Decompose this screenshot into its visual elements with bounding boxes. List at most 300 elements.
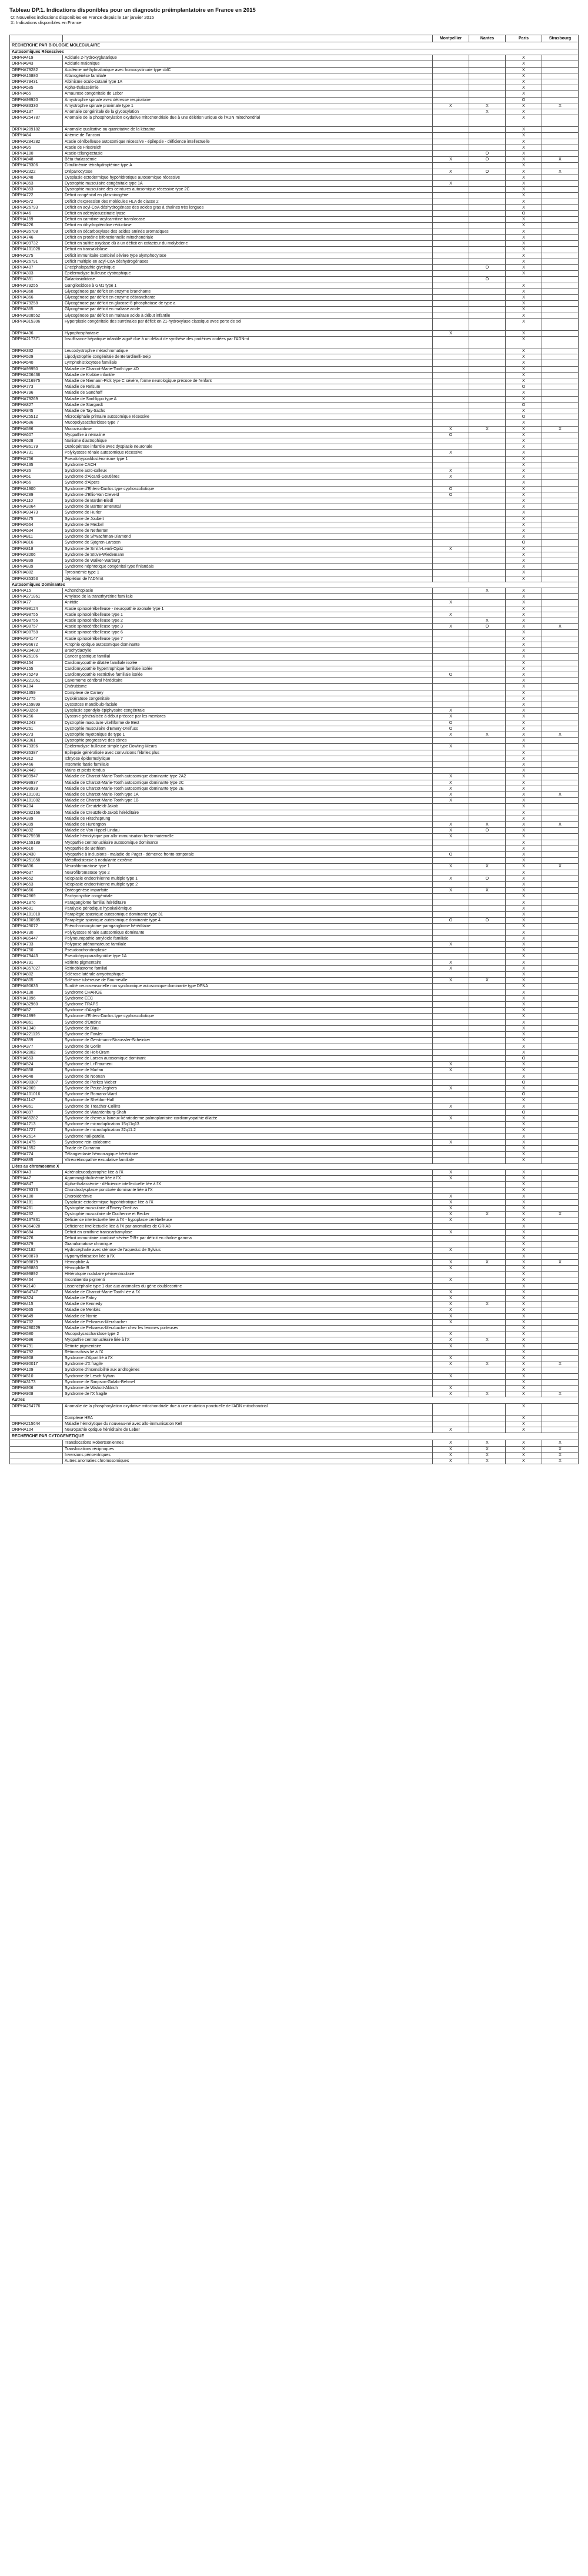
paris-cell: X <box>506 1421 542 1427</box>
montpellier-cell <box>433 576 469 582</box>
paris-cell: O <box>506 211 542 217</box>
orpha-code-cell: ORPHA1727 <box>10 1128 63 1133</box>
indication-name-cell: Ostéogénèse imparfaite <box>63 888 433 894</box>
strasbourg-cell <box>542 217 579 223</box>
paris-cell: X <box>506 486 542 492</box>
table-row <box>10 1062 579 1068</box>
nantes-cell <box>469 1229 506 1235</box>
indication-name-cell: Syndrome de Hurler <box>63 510 433 516</box>
section-title: RECHERCHE PAR BIOLOGIE MOLECULAIRE <box>10 42 579 49</box>
table-row <box>10 1199 579 1205</box>
nantes-cell: O <box>469 918 506 924</box>
orpha-code-cell: ORPHA1552 <box>10 1145 63 1151</box>
nantes-cell: X <box>469 1259 506 1265</box>
orpha-code-cell: ORPHA77 <box>10 600 63 606</box>
montpellier-cell <box>433 1367 469 1373</box>
strasbourg-cell <box>542 588 579 594</box>
indication-name-cell: Rétinoblastome familial <box>63 965 433 971</box>
paris-cell: X <box>506 1236 542 1242</box>
orpha-code-cell: ORPHA1899 <box>10 1014 63 1019</box>
table-row <box>10 612 579 618</box>
strasbourg-cell <box>542 1296 579 1302</box>
strasbourg-cell <box>542 253 579 259</box>
paris-cell: X <box>506 1205 542 1211</box>
table-row <box>10 234 579 240</box>
table-row <box>10 642 579 648</box>
strasbourg-cell <box>542 55 579 61</box>
paris-cell: X <box>506 1259 542 1265</box>
paris-cell: X <box>506 1296 542 1302</box>
montpellier-cell <box>433 522 469 528</box>
orpha-code-cell: ORPHA811 <box>10 534 63 540</box>
strasbourg-cell <box>542 576 579 582</box>
orpha-code-cell: ORPHA756 <box>10 456 63 462</box>
paris-cell: X <box>506 247 542 253</box>
table-row <box>10 1002 579 1008</box>
nantes-cell <box>469 97 506 103</box>
subsection-title: Autosomiques Récessives <box>10 49 579 55</box>
montpellier-cell <box>433 948 469 954</box>
nantes-cell <box>469 1115 506 1121</box>
indication-name-cell: Mucopolysaccharidose type 2 <box>63 1331 433 1337</box>
strasbourg-cell <box>542 1386 579 1391</box>
indication-name-cell: Maladie de Krabbe infantile <box>63 372 433 378</box>
table-row <box>10 546 579 552</box>
montpellier-cell <box>433 187 469 193</box>
montpellier-cell <box>433 313 469 318</box>
montpellier-cell <box>433 1223 469 1229</box>
indication-name-cell: Anémie de Fanconi <box>63 133 433 139</box>
paris-cell: X <box>506 594 542 600</box>
orpha-code-cell: ORPHA98758 <box>10 630 63 636</box>
indication-name-cell: Syndrome de Simpson-Golabi-Behmel <box>63 1379 433 1385</box>
orpha-code-cell: ORPHA2430 <box>10 852 63 858</box>
nantes-cell: O <box>469 828 506 834</box>
table-row <box>10 480 579 486</box>
nantes-cell <box>469 1349 506 1355</box>
indication-name-cell: Maladie de Tay-Sachs <box>63 408 433 414</box>
montpellier-cell <box>433 264 469 270</box>
orpha-code-cell: ORPHA101082 <box>10 798 63 804</box>
header-montpellier: Montpellier <box>433 35 469 42</box>
nantes-cell <box>469 456 506 462</box>
nantes-cell: O <box>469 169 506 175</box>
montpellier-cell: X <box>433 612 469 618</box>
nantes-cell <box>469 1319 506 1325</box>
indication-name-cell: Syndrome de Gorlin <box>63 1044 433 1049</box>
table-row <box>10 791 579 797</box>
indication-name-cell: Syndrome CACH <box>63 462 433 468</box>
indication-name-cell: Maladie de Pelizaeus-Merzbacher <box>63 1319 433 1325</box>
table-row <box>10 516 579 522</box>
nantes-cell <box>469 1236 506 1242</box>
table-row <box>10 821 579 827</box>
table-row <box>10 414 579 420</box>
orpha-code-cell: ORPHA908 <box>10 1356 63 1361</box>
indication-name-cell: Alfanogénèse familiale <box>63 73 433 79</box>
table-row <box>10 396 579 402</box>
indication-name-cell: Syndrome d'Ellis-Van Creveld <box>63 492 433 498</box>
indication-name-cell: Dysplasie spondylo-épiphysaire congénitale <box>63 708 433 714</box>
orpha-code-cell: ORPHA666 <box>10 888 63 894</box>
nantes-cell <box>469 786 506 791</box>
montpellier-cell: O <box>433 720 469 726</box>
indication-name-cell: Aniridie <box>63 600 433 606</box>
table-row <box>10 360 579 366</box>
table-row <box>10 253 579 259</box>
paris-cell: X <box>506 366 542 372</box>
nantes-cell <box>469 1326 506 1331</box>
orpha-code-cell: ORPHA580 <box>10 1331 63 1337</box>
nantes-cell: X <box>469 109 506 115</box>
orpha-code-cell: ORPHA98756 <box>10 618 63 624</box>
subsection-header-row <box>10 1397 579 1403</box>
nantes-cell <box>469 432 506 438</box>
orpha-code-cell: ORPHA261 <box>10 726 63 732</box>
orpha-code-cell: ORPHA98124 <box>10 606 63 612</box>
strasbourg-cell <box>542 1019 579 1025</box>
paris-cell: X <box>506 1139 542 1145</box>
strasbourg-cell <box>542 498 579 504</box>
paris-cell: X <box>506 360 542 366</box>
montpellier-cell <box>433 900 469 905</box>
montpellier-cell <box>433 1044 469 1049</box>
montpellier-cell <box>433 528 469 534</box>
montpellier-cell <box>433 253 469 259</box>
indication-name-cell: Déficit d'expression des molécules HLA de classe 2 <box>63 199 433 204</box>
paris-cell: X <box>506 1331 542 1337</box>
table-row <box>10 1236 579 1242</box>
strasbourg-cell <box>542 948 579 954</box>
montpellier-cell <box>433 1128 469 1133</box>
nantes-cell <box>469 1055 506 1061</box>
nantes-cell: O <box>469 151 506 157</box>
indication-name-cell: Maladie de Fabry <box>63 1296 433 1302</box>
montpellier-cell <box>433 642 469 648</box>
indication-name-cell: Ataxie spinocérébelleuse type 7 <box>63 636 433 642</box>
montpellier-cell: X <box>433 330 469 336</box>
table-row <box>10 73 579 79</box>
orpha-code-cell: ORPHA75249 <box>10 672 63 677</box>
montpellier-cell <box>433 1379 469 1385</box>
nantes-cell <box>469 924 506 930</box>
nantes-cell <box>469 1139 506 1145</box>
nantes-cell: X <box>469 1440 506 1446</box>
indication-name-cell: Syndrome de microduplication 22q11.2 <box>63 1128 433 1133</box>
table-row <box>10 301 579 307</box>
orpha-code-cell: ORPHA312 <box>10 756 63 762</box>
nantes-cell: X <box>469 1361 506 1367</box>
nantes-cell <box>469 1128 506 1133</box>
paris-cell: X <box>506 378 542 384</box>
montpellier-cell: X <box>433 1115 469 1121</box>
orpha-code-cell: ORPHA1896 <box>10 995 63 1001</box>
paris-cell: X <box>506 73 542 79</box>
table-row <box>10 726 579 732</box>
strasbourg-cell <box>542 905 579 911</box>
nantes-cell <box>469 1109 506 1115</box>
indication-name-cell: Maladie de Hirschsprung <box>63 816 433 821</box>
indication-name-cell: Maladie de Stargardt <box>63 402 433 408</box>
indication-name-cell: Dystrophie progressive des cônes <box>63 738 433 744</box>
orpha-code-cell: ORPHA104 <box>10 1427 63 1433</box>
orpha-code-cell: ORPHA558 <box>10 1068 63 1074</box>
paris-cell: X <box>506 744 542 750</box>
table-row <box>10 696 579 702</box>
paris-cell: X <box>506 1277 542 1283</box>
orpha-code-cell: ORPHA248 <box>10 175 63 180</box>
paris-cell: X <box>506 954 542 960</box>
nantes-cell: O <box>469 624 506 630</box>
indication-name-cell: Paraplégie spastique autosomique dominante type 4 <box>63 918 433 924</box>
paris-cell: X <box>506 528 542 534</box>
montpellier-cell <box>433 91 469 97</box>
strasbourg-cell: X <box>542 1452 579 1458</box>
montpellier-cell: X <box>433 1307 469 1313</box>
indication-name-cell: Dystrophie musculaire congénitale type 1A <box>63 181 433 187</box>
indication-name-cell: Syndrome EEC <box>63 995 433 1001</box>
orpha-code-cell: ORPHA885 <box>10 1158 63 1163</box>
table-row <box>10 199 579 204</box>
paris-cell: X <box>506 1044 542 1049</box>
strasbourg-cell <box>542 85 579 91</box>
montpellier-cell <box>433 1008 469 1014</box>
nantes-cell <box>469 211 506 217</box>
table-row <box>10 277 579 283</box>
table-row <box>10 528 579 534</box>
strasbourg-cell <box>542 199 579 204</box>
orpha-code-cell: ORPHA261 <box>10 1205 63 1211</box>
nantes-cell <box>469 995 506 1001</box>
table-row <box>10 1452 579 1458</box>
nantes-cell <box>469 1277 506 1283</box>
montpellier-cell <box>433 1182 469 1188</box>
table-row <box>10 540 579 546</box>
montpellier-cell: O <box>433 672 469 677</box>
paris-cell: X <box>506 882 542 888</box>
strasbourg-cell <box>542 1253 579 1259</box>
orpha-code-cell: ORPHA256 <box>10 714 63 720</box>
table-title-text: Indications disponibles pour un diagnostic préimplantatoire en France en 2015 <box>46 7 256 14</box>
strasbourg-cell <box>542 876 579 881</box>
strasbourg-cell: X <box>542 1361 579 1367</box>
indication-name-cell: Amylose de la transthyrétine familiale <box>63 594 433 600</box>
strasbourg-cell: X <box>542 1458 579 1464</box>
paris-cell: X <box>506 708 542 714</box>
nantes-cell <box>469 948 506 954</box>
orpha-code-cell: ORPHA52 <box>10 1008 63 1014</box>
nantes-cell <box>469 1025 506 1031</box>
montpellier-cell <box>433 301 469 307</box>
orpha-code-cell: ORPHA1340 <box>10 1025 63 1031</box>
table-row <box>10 672 579 677</box>
indication-name-cell: Polyneuropathie amyloïde familiale <box>63 935 433 941</box>
table-row <box>10 684 579 690</box>
nantes-cell: X <box>469 732 506 737</box>
strasbourg-cell <box>542 1367 579 1373</box>
montpellier-cell <box>433 462 469 468</box>
indication-name-cell: Myopathie centronucléaire liée à l'X <box>63 1337 433 1343</box>
indication-name-cell: Syndrome de Marfan <box>63 1068 433 1074</box>
strasbourg-cell <box>542 450 579 456</box>
strasbourg-cell <box>542 528 579 534</box>
strasbourg-cell <box>542 408 579 414</box>
orpha-code-cell: ORPHA791 <box>10 960 63 965</box>
montpellier-cell <box>433 846 469 851</box>
strasbourg-cell <box>542 1038 579 1044</box>
paris-cell: X <box>506 791 542 797</box>
paris-cell: X <box>506 354 542 360</box>
nantes-cell <box>469 378 506 384</box>
strasbourg-cell <box>542 486 579 492</box>
nantes-cell <box>469 690 506 696</box>
nantes-cell: X <box>469 1302 506 1307</box>
orpha-code-cell: ORPHA79282 <box>10 67 63 73</box>
orpha-code-cell: ORPHA1775 <box>10 696 63 702</box>
nantes-cell <box>469 1415 506 1421</box>
strasbourg-cell <box>542 181 579 187</box>
nantes-cell <box>469 666 506 672</box>
orpha-code-cell: ORPHA99939 <box>10 786 63 791</box>
indication-name-cell: Anomalie de la phosphorylation oxydative mitochondriale due à une délétion unique de l'ADN mitochondrial <box>63 115 433 127</box>
montpellier-cell: X <box>433 1229 469 1235</box>
orpha-code-cell: ORPHA419 <box>10 55 63 61</box>
table-row <box>10 960 579 965</box>
paris-cell: X <box>506 618 542 624</box>
nantes-cell <box>469 984 506 990</box>
nantes-cell <box>469 1379 506 1385</box>
strasbourg-cell <box>542 840 579 846</box>
paris-cell: X <box>506 1062 542 1068</box>
table-row <box>10 995 579 1001</box>
nantes-cell <box>469 894 506 900</box>
paris-cell: X <box>506 1307 542 1313</box>
montpellier-cell: O <box>433 432 469 438</box>
table-row <box>10 1319 579 1325</box>
table-row <box>10 402 579 408</box>
montpellier-cell <box>433 618 469 624</box>
table-row <box>10 912 579 918</box>
table-row <box>10 1361 579 1367</box>
orpha-code-cell: ORPHA99950 <box>10 366 63 372</box>
table-row <box>10 229 579 234</box>
montpellier-cell <box>433 1403 469 1415</box>
nantes-cell <box>469 552 506 558</box>
nantes-cell <box>469 450 506 456</box>
montpellier-cell: X <box>433 1199 469 1205</box>
paris-cell: X <box>506 348 542 354</box>
nantes-cell <box>469 935 506 941</box>
table-row <box>10 1068 579 1074</box>
paris-cell: X <box>506 606 542 612</box>
nantes-cell <box>469 283 506 289</box>
orpha-code-cell: ORPHA46 <box>10 211 63 217</box>
nantes-cell: X <box>469 1212 506 1217</box>
nantes-cell <box>469 498 506 504</box>
montpellier-cell <box>433 995 469 1001</box>
strasbourg-cell <box>542 438 579 444</box>
section-header-row <box>10 42 579 49</box>
orpha-code-cell: ORPHA169189 <box>10 840 63 846</box>
table-row <box>10 798 579 804</box>
indication-name-cell: Encéphalopathie glycinique <box>63 264 433 270</box>
nantes-cell <box>469 816 506 821</box>
montpellier-cell: X <box>433 774 469 780</box>
montpellier-cell: X <box>433 960 469 965</box>
orpha-code-cell: ORPHA529 <box>10 354 63 360</box>
montpellier-cell <box>433 750 469 756</box>
table-row <box>10 193 579 199</box>
table-row <box>10 1019 579 1025</box>
montpellier-cell <box>433 1133 469 1139</box>
montpellier-cell <box>433 109 469 115</box>
table-row <box>10 690 579 696</box>
strasbourg-cell <box>542 1217 579 1223</box>
montpellier-cell <box>433 636 469 642</box>
strasbourg-cell <box>542 504 579 510</box>
strasbourg-cell <box>542 744 579 750</box>
table-row <box>10 1044 579 1049</box>
indication-name-cell: Inversions péricentriques <box>63 1452 433 1458</box>
table-row <box>10 1038 579 1044</box>
orpha-code-cell: ORPHA818 <box>10 546 63 552</box>
nantes-cell <box>469 905 506 911</box>
montpellier-cell <box>433 804 469 810</box>
nantes-cell <box>469 1019 506 1025</box>
strasbourg-cell <box>542 1205 579 1211</box>
nantes-cell <box>469 372 506 378</box>
orpha-code-cell: ORPHA275938 <box>10 834 63 840</box>
paris-cell: X <box>506 720 542 726</box>
paris-cell: X <box>506 846 542 851</box>
indication-name-cell: Syndrome de Sheldon-Hall <box>63 1098 433 1103</box>
paris-cell: X <box>506 67 542 73</box>
table-row <box>10 384 579 390</box>
strasbourg-cell <box>542 810 579 816</box>
montpellier-cell <box>433 654 469 660</box>
indication-name-cell: Polykystose rénale autosomique récessive <box>63 450 433 456</box>
montpellier-cell <box>433 133 469 139</box>
montpellier-cell: X <box>433 181 469 187</box>
nantes-cell <box>469 348 506 354</box>
nantes-cell <box>469 522 506 528</box>
nantes-cell <box>469 756 506 762</box>
paris-cell: O <box>506 414 542 420</box>
orpha-code-cell: ORPHA805 <box>10 978 63 984</box>
montpellier-cell <box>433 1014 469 1019</box>
montpellier-cell <box>433 384 469 390</box>
strasbourg-cell: X <box>542 864 579 870</box>
strasbourg-cell <box>542 456 579 462</box>
nantes-cell <box>469 654 506 660</box>
paris-cell: X <box>506 139 542 145</box>
indication-name-cell: Amaurose congénitale de Leber <box>63 91 433 97</box>
nantes-cell: O <box>469 876 506 881</box>
indication-name-cell: Dysostose mandibulo-faciale <box>63 702 433 707</box>
strasbourg-cell <box>542 804 579 810</box>
montpellier-cell <box>433 1109 469 1115</box>
indication-name-cell: Dystrophie musculaire de Duchenne et Becker <box>63 1212 433 1217</box>
strasbourg-cell <box>542 1427 579 1433</box>
table-row <box>10 636 579 642</box>
indication-name-cell: Adrénoleucodystrophie liée à l'X <box>63 1169 433 1175</box>
strasbourg-cell <box>542 97 579 103</box>
indication-name-cell: Ataxie cérébelleuse autosomique récessive - épilepsie - déficience intellectuelle <box>63 139 433 145</box>
indication-name-cell: Syndrome d'Ehlers-Danlos type cyphoscoliotique <box>63 1014 433 1019</box>
table-row <box>10 289 579 294</box>
header-cell <box>63 35 433 42</box>
paris-cell: X <box>506 534 542 540</box>
